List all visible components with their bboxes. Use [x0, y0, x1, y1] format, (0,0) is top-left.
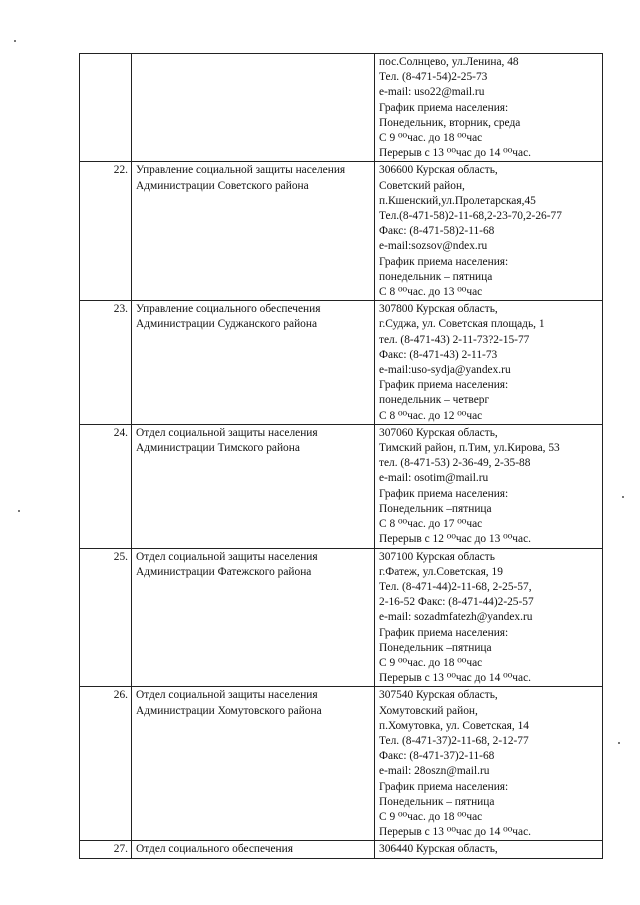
organization-name	[132, 162, 375, 301]
address-line: Хомутовский район,	[379, 704, 478, 717]
address-line: Тел. (8-471-37)2-11-68, 2-12-77	[379, 734, 529, 747]
address-line: понедельник – четверг	[379, 394, 490, 407]
address-line: График приема населения:	[379, 101, 509, 114]
address-line: г.Суджа, ул. Советская площадь, 1	[379, 318, 545, 331]
address-line: 306600 Курская область,	[379, 164, 498, 177]
address-line: Тимский район, п.Тим, ул.Кирова, 53	[379, 442, 560, 455]
table-row	[80, 301, 603, 425]
address-line: Советский район,	[379, 179, 465, 192]
agencies-table	[79, 53, 603, 859]
address-line: п.Хомутовка, ул. Советская, 14	[379, 719, 529, 732]
address-line: С 9 ⁰⁰час. до 18 ⁰⁰час	[379, 656, 483, 669]
address-line: тел. (8-471-53) 2-36-49, 2-35-88	[379, 457, 531, 470]
address-line: e-mail: uso22@mail.ru	[379, 86, 485, 99]
address-line: 307060 Курская область,	[379, 426, 498, 439]
table-row	[80, 424, 603, 548]
address-contacts	[375, 687, 603, 841]
address-contacts	[375, 54, 603, 162]
table-row	[80, 687, 603, 841]
organization-name	[132, 54, 375, 162]
address-line: С 8 ⁰⁰час. до 12 ⁰⁰час	[379, 409, 483, 422]
address-contacts	[375, 841, 603, 858]
organization-name	[132, 841, 375, 858]
row-number: 22.	[80, 162, 132, 301]
table-row	[80, 54, 603, 162]
address-line: Факс: (8-471-37)2-11-68	[379, 750, 495, 763]
address-line: 307100 Курская область	[379, 550, 495, 563]
organization-line: Отдел социального обеспечения	[136, 843, 293, 856]
address-line: e-mail: sozadmfatezh@yandex.ru	[379, 611, 533, 624]
address-line: e-mail:sozsov@ndex.ru	[379, 240, 488, 253]
address-line: 307540 Курская область,	[379, 689, 498, 702]
address-line: Понедельник – пятница	[379, 795, 495, 808]
address-line: С 8 ⁰⁰час. до 13 ⁰⁰час	[379, 286, 483, 299]
address-line: e-mail:uso-sydja@yandex.ru	[379, 364, 511, 377]
address-line: Перерыв с 13 ⁰⁰час до 14 ⁰⁰час.	[379, 672, 531, 685]
address-line: понедельник – пятница	[379, 270, 493, 283]
scan-speck	[18, 510, 20, 512]
address-line: тел. (8-471-43) 2-11-73?2-15-77	[379, 333, 530, 346]
row-number: 24.	[80, 424, 132, 548]
address-contacts	[375, 424, 603, 548]
address-line: Тел. (8-471-54)2-25-73	[379, 71, 488, 84]
address-line: График приема населения:	[379, 487, 509, 500]
address-line: e-mail: osotim@mail.ru	[379, 472, 489, 485]
address-line: e-mail: 28oszn@mail.ru	[379, 765, 490, 778]
address-line: г.Фатеж, ул.Советская, 19	[379, 565, 503, 578]
scan-speck	[622, 496, 624, 498]
address-line: Понедельник –пятница	[379, 641, 492, 654]
row-number: 25.	[80, 548, 132, 687]
organization-line: Управление социальной защиты населения Администрации Советского района	[136, 164, 346, 192]
scan-speck	[618, 742, 620, 744]
address-line: 307800 Курская область,	[379, 303, 498, 316]
address-line: График приема населения:	[379, 626, 509, 639]
address-line: Перерыв с 12 ⁰⁰час до 13 ⁰⁰час.	[379, 533, 531, 546]
address-line: Факс: (8-471-58)2-11-68	[379, 225, 495, 238]
table-row	[80, 548, 603, 687]
address-line: пос.Солнцево, ул.Ленина, 48	[379, 56, 519, 68]
organization-name	[132, 301, 375, 425]
address-line: С 9 ⁰⁰час. до 18 ⁰⁰час	[379, 132, 483, 145]
table-row	[80, 162, 603, 301]
address-line: С 8 ⁰⁰час. до 17 ⁰⁰час	[379, 518, 483, 531]
address-line: Понедельник –пятница	[379, 502, 492, 515]
address-contacts	[375, 301, 603, 425]
row-number	[80, 54, 132, 162]
address-line: п.Кшенский,ул.Пролетарская,45	[379, 194, 536, 207]
address-line: Тел.(8-471-58)2-11-68,2-23-70,2-26-77	[379, 210, 562, 223]
address-line: График приема населения:	[379, 780, 509, 793]
address-line: Тел. (8-471-44)2-11-68, 2-25-57,	[379, 580, 532, 593]
organization-line: Управление социального обеспечения Администрации Суджанского района	[136, 303, 321, 331]
address-contacts	[375, 548, 603, 687]
organization-name	[132, 548, 375, 687]
address-line: Понедельник, вторник, среда	[379, 116, 521, 129]
address-line: График приема населения:	[379, 379, 509, 392]
table-row	[80, 841, 603, 858]
scan-speck	[14, 40, 16, 42]
address-line: 306440 Курская область,	[379, 843, 498, 856]
organization-line: Отдел социальной защиты населения Администрации Фатежского района	[136, 550, 318, 578]
organization-line: Отдел социальной защиты населения Администрации Хомутовского района	[136, 689, 322, 717]
organization-line: Отдел социальной защиты населения Администрации Тимского района	[136, 426, 318, 455]
row-number: 26.	[80, 687, 132, 841]
address-line: Факс: (8-471-43) 2-11-73	[379, 348, 498, 361]
address-line: Перерыв с 13 ⁰⁰час до 14 ⁰⁰час.	[379, 147, 531, 160]
address-line: Перерыв с 13 ⁰⁰час до 14 ⁰⁰час.	[379, 826, 531, 839]
organization-name	[132, 687, 375, 841]
table-body	[80, 54, 603, 859]
address-contacts	[375, 162, 603, 301]
address-line: С 9 ⁰⁰час. до 18 ⁰⁰час	[379, 810, 483, 823]
address-line: 2-16-52 Факс: (8-471-44)2-25-57	[379, 596, 534, 609]
organization-name	[132, 424, 375, 548]
row-number: 23.	[80, 301, 132, 425]
address-line: График приема населения:	[379, 255, 509, 268]
row-number: 27.	[80, 841, 132, 858]
